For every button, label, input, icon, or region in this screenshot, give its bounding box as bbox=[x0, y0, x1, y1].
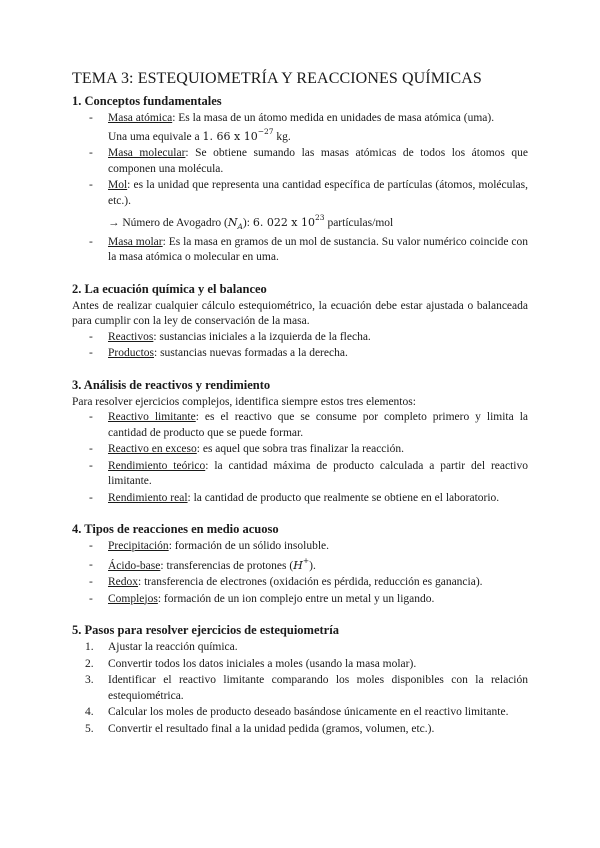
formula-na: $N_A$ bbox=[227, 216, 243, 231]
step-text: Convertir el resultado final a la unidad pedida (gramos, volumen, etc.). bbox=[108, 722, 435, 735]
section-heading: 4. Tipos de reacciones en medio acuoso bbox=[72, 522, 279, 536]
list-item-masa-molar bbox=[72, 235, 528, 266]
bullet-dash: - bbox=[89, 558, 93, 571]
bullet-list bbox=[72, 410, 528, 506]
bullet-dash: - bbox=[89, 147, 93, 159]
definition: : sustancias iniciales a la izquierda de la flecha. bbox=[153, 330, 371, 343]
formula-uma: 1. 66 x $10^{-27}$ bbox=[202, 126, 274, 143]
section-heading: 3. Análisis de reactivos y rendimiento bbox=[72, 377, 271, 392]
bullet-list bbox=[72, 539, 528, 607]
definition: : transferencias de protones ( bbox=[160, 559, 294, 572]
definition: : transferencia de electrones (oxidación es pérdida, reducción es ganancia). bbox=[138, 576, 483, 588]
step-item bbox=[72, 673, 528, 704]
formula-avogadro: 6. 022 x $10^{23}$ bbox=[252, 213, 325, 229]
section-pasos bbox=[72, 623, 528, 737]
definition: : formación de un sólido insoluble. bbox=[168, 540, 330, 552]
bullet-list bbox=[72, 330, 528, 362]
definition: : Se obtiene sumando las masas atómicas de todos los átomos que componen una molécula. bbox=[108, 147, 529, 175]
document-page bbox=[72, 70, 528, 753]
bullet-dash: - bbox=[89, 411, 93, 423]
definition: : formación de un ion complejo entre un metal y un ligando. bbox=[157, 592, 435, 605]
term: Redox bbox=[108, 576, 139, 588]
step-text: Convertir todos los datos iniciales a moles (usando la masa molar). bbox=[108, 657, 417, 670]
section-heading: 5. Pasos para resolver ejercicios de estequiometría bbox=[72, 623, 339, 637]
list-item bbox=[72, 346, 528, 362]
term: Precipitación bbox=[108, 540, 169, 552]
bullet-dash: - bbox=[89, 235, 93, 248]
definition: : Es la masa de un átomo medida en unidades de masa atómica (uma). bbox=[172, 112, 495, 124]
list-item bbox=[72, 442, 528, 458]
section-intro: Antes de realizar cualquier cálculo estequiométrico, la ecuación debe estar ajustada o balanceada para cumplir con la ley de conservación de la masa. bbox=[72, 299, 528, 327]
section-heading: 1. Conceptos fundamentales bbox=[72, 94, 222, 108]
list-item bbox=[72, 330, 528, 346]
bullet-dash: - bbox=[89, 330, 93, 343]
definition: : Es la masa en gramos de un mol de sustancia. Su valor numérico coincide con la masa atómica o molecular en uma. bbox=[108, 235, 528, 263]
term: Rendimiento real bbox=[108, 491, 188, 504]
bullet-dash: - bbox=[89, 576, 93, 588]
step-text: Calcular los moles de producto deseado basándose únicamente en el reactivo limitante. bbox=[108, 706, 509, 718]
step-number: 4. bbox=[85, 706, 94, 718]
list-item-precipitacion bbox=[72, 539, 528, 555]
list-item-acido-base: - Ácido-base: transferencias de protones (H+). bbox=[89, 555, 316, 572]
section-reactivos-rendimiento bbox=[72, 378, 528, 507]
term: Reactivos bbox=[108, 330, 154, 343]
list-item-mol bbox=[72, 178, 528, 232]
step-text: Identificar el reactivo limitante comparando los moles disponibles con la relación estequiométrica. bbox=[108, 674, 528, 702]
step-text: Ajustar la reacción química. bbox=[108, 641, 238, 653]
step-item bbox=[72, 705, 528, 721]
step-number: 5. bbox=[85, 722, 94, 735]
step-number: 2. bbox=[85, 657, 94, 670]
term: Ácido-base bbox=[108, 559, 161, 572]
list-item-masa-atomica bbox=[72, 111, 528, 145]
bullet-dash: - bbox=[89, 459, 93, 472]
list-item-redox bbox=[72, 575, 528, 591]
step-item bbox=[72, 657, 528, 673]
bullet-dash: - bbox=[89, 592, 93, 605]
section-tipos-reacciones bbox=[72, 522, 528, 607]
definition: : la cantidad máxima de producto calculada a partir del reactivo limitante. bbox=[108, 459, 528, 487]
bullet-list bbox=[72, 111, 528, 266]
term: Mol bbox=[108, 179, 128, 191]
term: Rendimiento teórico bbox=[108, 459, 206, 472]
step-item bbox=[72, 722, 528, 738]
bullet-dash: - bbox=[89, 491, 93, 504]
bullet-dash: - bbox=[89, 443, 93, 455]
avogadro-line: → Número de Avogadro $(N_A)$: 6. 022 x $10^{23}$ partículas/mol bbox=[108, 213, 394, 231]
step-number: 3. bbox=[85, 674, 94, 686]
term: Reactivo en exceso bbox=[108, 443, 197, 455]
equivalence-line: Una uma equivale a 1. 66 x $10^{-27}$ kg. bbox=[108, 126, 291, 143]
term: Productos bbox=[108, 347, 154, 359]
definition: : es la unidad que representa una cantidad específica de partículas (átomos, moléculas, etc.). bbox=[108, 179, 528, 207]
bullet-dash: - bbox=[89, 347, 93, 359]
term: Reactivo limitante bbox=[108, 411, 196, 423]
section-intro: Para resolver ejercicios complejos, identifica siempre estos tres elementos: bbox=[72, 395, 416, 408]
formula-proton: H+ bbox=[293, 555, 310, 572]
definition: : la cantidad de producto que realmente se obtiene en el laboratorio. bbox=[187, 491, 500, 504]
section-ecuacion-quimica bbox=[72, 282, 528, 362]
definition: : es aquel que sobra tras finalizar la reacción. bbox=[196, 443, 404, 455]
definition: : sustancias nuevas formadas a la derecha. bbox=[154, 347, 348, 359]
list-item-masa-molecular bbox=[72, 146, 528, 177]
bullet-dash: - bbox=[89, 540, 93, 552]
term: Complejos bbox=[108, 592, 158, 605]
bullet-dash: - bbox=[89, 112, 93, 124]
term: Masa atómica bbox=[108, 112, 173, 124]
section-heading: 2. La ecuación química y el balanceo bbox=[72, 281, 267, 296]
list-item bbox=[72, 410, 528, 441]
definition: : es el reactivo que se consume por completo primero y limita la cantidad de producto que se puede formar. bbox=[108, 411, 528, 439]
list-item bbox=[72, 459, 528, 490]
list-item bbox=[72, 491, 528, 507]
list-item-complejos bbox=[72, 592, 528, 608]
term: Masa molecular bbox=[108, 147, 186, 159]
section-conceptos-fundamentales bbox=[72, 94, 528, 266]
term: Masa molar bbox=[108, 235, 163, 248]
step-number: 1. bbox=[85, 641, 94, 653]
document-title: TEMA 3: ESTEQUIOMETRÍA Y REACCIONES QUÍMICAS bbox=[72, 70, 482, 87]
step-item bbox=[72, 640, 528, 656]
bullet-dash: - bbox=[89, 179, 93, 191]
numbered-list bbox=[72, 640, 528, 737]
